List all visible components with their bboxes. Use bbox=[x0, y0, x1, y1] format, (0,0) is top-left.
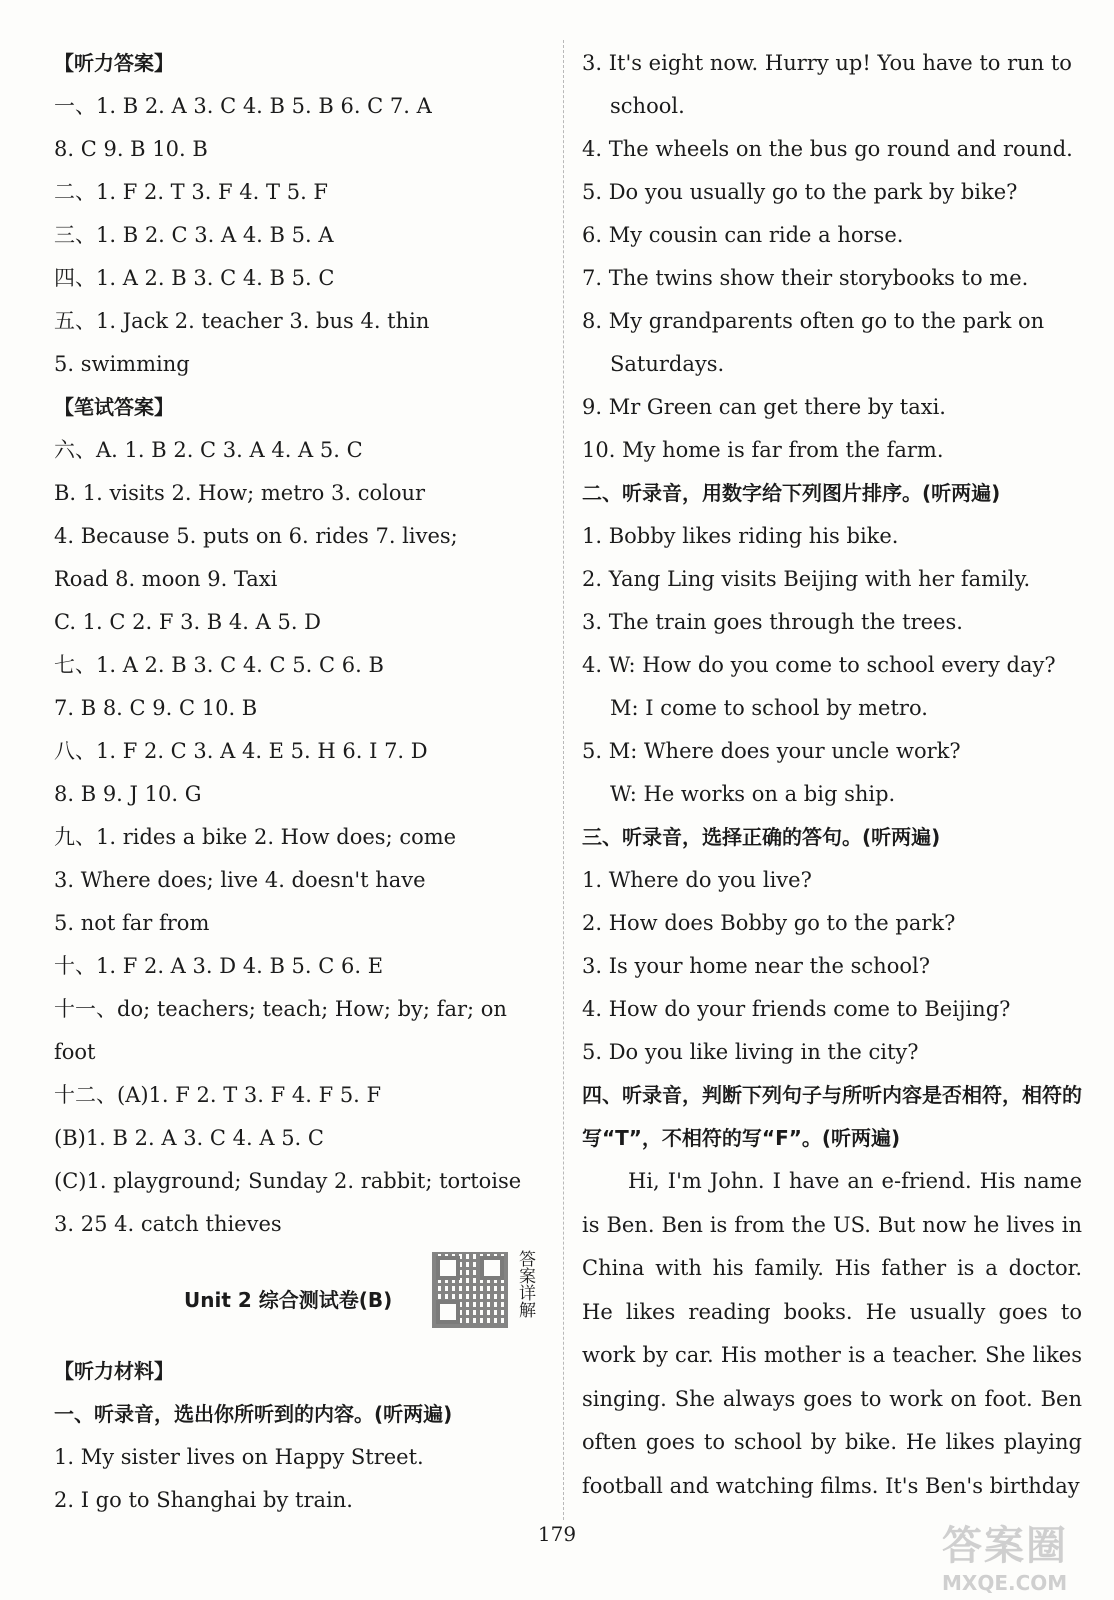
script-line: 7. The twins show their storybooks to me. bbox=[582, 266, 1029, 290]
column-divider bbox=[563, 40, 564, 1520]
answer-line: C. 1. C 2. F 3. B 4. A 5. D bbox=[54, 610, 322, 634]
answer-line: foot bbox=[54, 1040, 96, 1064]
left-column bbox=[54, 42, 544, 1522]
answer-line: (C)1. playground; Sunday 2. rabbit; tortoise bbox=[54, 1169, 522, 1193]
script-line: 5. Do you like living in the city? bbox=[582, 1040, 919, 1064]
answer-line: 3. Where does; live 4. doesn't have bbox=[54, 868, 426, 892]
answer-line: (B)1. B 2. A 3. C 4. A 5. C bbox=[54, 1126, 324, 1150]
script-line: M: I come to school by metro. bbox=[610, 696, 928, 720]
listening-answers-header: 【听力答案】 bbox=[54, 51, 174, 75]
script-line: 4. The wheels on the bus go round and round. bbox=[582, 137, 1073, 161]
written-answers-header: 【笔试答案】 bbox=[54, 395, 174, 419]
answer-line: 3. 25 4. catch thieves bbox=[54, 1212, 282, 1236]
script-line: 8. My grandparents often go to the park on bbox=[582, 309, 1045, 333]
script-line: 5. M: Where does your uncle work? bbox=[582, 739, 961, 763]
answer-line: 5. swimming bbox=[54, 352, 190, 376]
script-line: 9. Mr Green can get there by taxi. bbox=[582, 395, 946, 419]
answer-line: 7. B 8. C 9. C 10. B bbox=[54, 696, 258, 720]
passage-text: Hi, I'm John. I have an e-friend. His name is Ben. Ben is from the US. But now he lives in China with his family. His father is a doctor. He likes reading books. He usually goes to work by car. His mother is a teacher. She likes singing. She always goes to work on foot. Ben often goes to school by bike. He likes playing football and watching films. It's Ben's birthday bbox=[582, 1169, 1082, 1498]
answer-line: 十、1. F 2. A 3. D 4. B 5. C 6. E bbox=[54, 954, 384, 978]
answer-line: B. 1. visits 2. How; metro 3. colour bbox=[54, 481, 426, 505]
script-line: 10. My home is far from the farm. bbox=[582, 438, 944, 462]
watermark-logo bbox=[942, 1514, 1092, 1594]
answer-line: 4. Because 5. puts on 6. rides 7. lives; bbox=[54, 524, 458, 548]
script-line: Saturdays. bbox=[610, 352, 725, 376]
unit-title: Unit 2 综合测试卷(B) bbox=[184, 1288, 393, 1312]
script-line: 3. It's eight now. Hurry up! You have to run to bbox=[582, 51, 1072, 75]
script-line: 2. I go to Shanghai by train. bbox=[54, 1488, 353, 1512]
script-line: 1. Where do you live? bbox=[582, 868, 812, 892]
watermark-top: 答案圈 bbox=[942, 1523, 1068, 1569]
answer-line: 九、1. rides a bike 2. How does; come bbox=[54, 825, 457, 849]
answer-line: 十一、do; teachers; teach; How; by; far; on bbox=[54, 997, 507, 1021]
answer-line: 三、1. B 2. C 3. A 4. B 5. A bbox=[54, 223, 334, 247]
answer-line: 8. C 9. B 10. B bbox=[54, 137, 208, 161]
script-line: 4. W: How do you come to school every day? bbox=[582, 653, 1056, 677]
script-line: school. bbox=[610, 94, 685, 118]
page-number: 179 bbox=[537, 1522, 577, 1546]
listening-material-header: 【听力材料】 bbox=[54, 1359, 174, 1383]
answer-line: 六、A. 1. B 2. C 3. A 4. A 5. C bbox=[54, 438, 363, 462]
qr-label: 答案详解 bbox=[515, 1250, 535, 1318]
script-line: 2. How does Bobby go to the park? bbox=[582, 911, 956, 935]
script-line: 1. My sister lives on Happy Street. bbox=[54, 1445, 424, 1469]
section-title: 一、听录音，选出你所听到的内容。(听两遍) bbox=[54, 1402, 453, 1426]
answer-line: 8. B 9. J 10. G bbox=[54, 782, 202, 806]
unit-title-block bbox=[54, 1246, 544, 1350]
answer-line: 5. not far from bbox=[54, 911, 210, 935]
answer-line: 十二、(A)1. F 2. T 3. F 4. F 5. F bbox=[54, 1083, 382, 1107]
script-line: 4. How do your friends come to Beijing? bbox=[582, 997, 1011, 1021]
answer-line: 二、1. F 2. T 3. F 4. T 5. F bbox=[54, 180, 328, 204]
script-line: 6. My cousin can ride a horse. bbox=[582, 223, 904, 247]
answer-line: 一、1. B 2. A 3. C 4. B 5. B 6. C 7. A bbox=[54, 94, 432, 118]
section-title: 二、听录音，用数字给下列图片排序。(听两遍) bbox=[582, 481, 1001, 505]
answer-line: 四、1. A 2. B 3. C 4. B 5. C bbox=[54, 266, 335, 290]
section-title: 三、听录音，选择正确的答句。(听两遍) bbox=[582, 825, 941, 849]
script-line: 3. Is your home near the school? bbox=[582, 954, 930, 978]
right-column bbox=[582, 42, 1082, 1508]
script-line: 2. Yang Ling visits Beijing with her family. bbox=[582, 567, 1031, 591]
script-line: W: He works on a big ship. bbox=[610, 782, 896, 806]
script-line: 1. Bobby likes riding his bike. bbox=[582, 524, 899, 548]
script-line: 3. The train goes through the trees. bbox=[582, 610, 963, 634]
section-title: 四、听录音，判断下列句子与所听内容是否相符，相符的写“T”，不相符的写“F”。(听两遍) bbox=[582, 1083, 1082, 1150]
answer-line: Road 8. moon 9. Taxi bbox=[54, 567, 278, 591]
answer-line: 八、1. F 2. C 3. A 4. E 5. H 6. I 7. D bbox=[54, 739, 428, 763]
script-line: 5. Do you usually go to the park by bike? bbox=[582, 180, 1018, 204]
answer-line: 五、1. Jack 2. teacher 3. bus 4. thin bbox=[54, 309, 430, 333]
answer-line: 七、1. A 2. B 3. C 4. C 5. C 6. B bbox=[54, 653, 384, 677]
watermark-bottom: MXQE.COM bbox=[942, 1571, 1068, 1595]
qr-code-icon[interactable] bbox=[432, 1252, 508, 1328]
